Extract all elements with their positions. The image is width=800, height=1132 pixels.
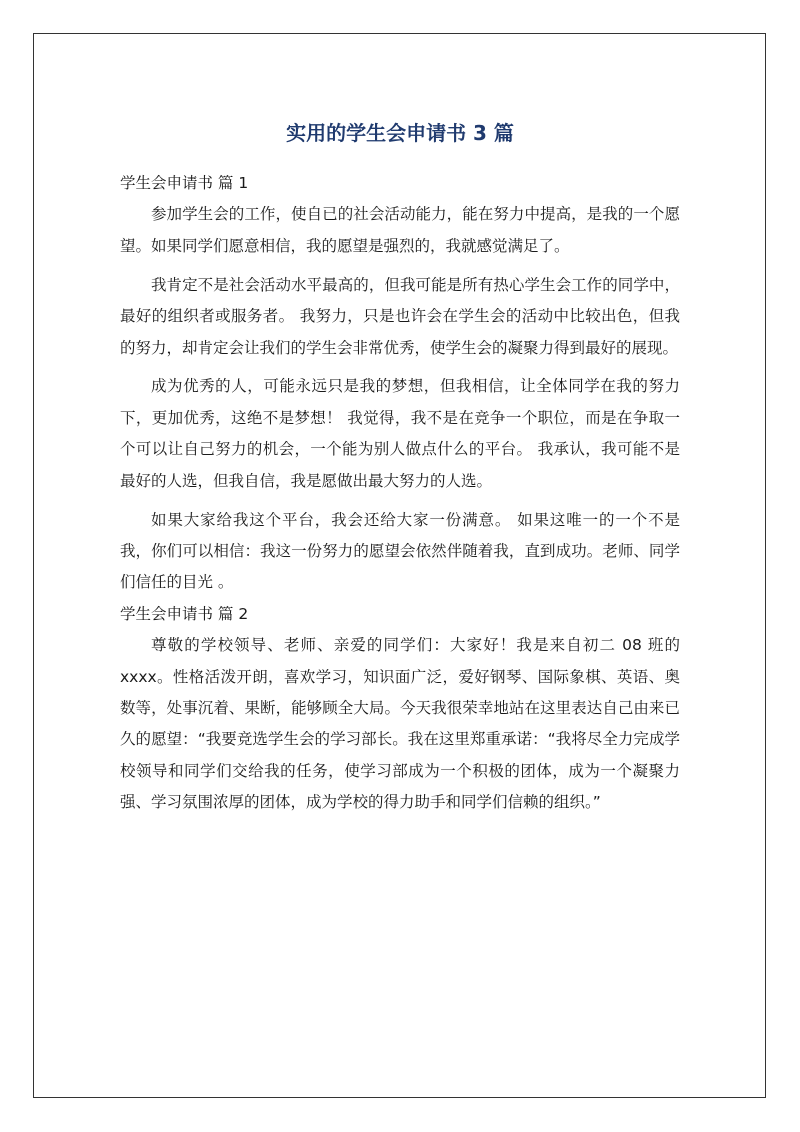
document-body bbox=[120, 168, 680, 819]
paragraph: 成为优秀的人，可能永远只是我的梦想，但我相信，让全体同学在我的努力下，更加优秀，这绝不是梦想！ 我觉得，我不是在竞争一个职位，而是在争取一个可以让自己努力的机会，一个能为别人做点什么的平台。 我承认，我可能不是最好的人选，但我自信，我是愿做出最大努力的人选。 bbox=[120, 377, 680, 490]
paragraph: 尊敬的学校领导、老师、亲爱的同学们：大家好！我是来自初二 08 班的xxxx。性格活泼开朗，喜欢学习，知识面广泛，爱好钢琴、国际象棋、英语、奥数等，处事沉着、果断，能够顾全大局。今天我很荣幸地站在这里表达自己由来已久的愿望：“我要竞选学生会的学习部长。我在这里郑重承诺：“我将尽全力完成学校领导和同学们交给我的任务，使学习部成为一个积极的团体，成为一个凝聚力强、学习氛围浓厚的团体，成为学校的得力助手和同学们信赖的组织。” bbox=[120, 636, 680, 812]
paragraph: 如果大家给我这个平台，我会还给大家一份满意。 如果这唯一的一个不是我，你们可以相信：我这一份努力的愿望会依然伴随着我，直到成功。老师、同学们信任的目光 。 bbox=[120, 510, 680, 592]
paragraph: 我肯定不是社会活动水平最高的，但我可能是所有热心学生会工作的同学中，最好的组织者或服务者。 我努力，只是也许会在学生会的活动中比较出色，但我的努力，却肯定会让我们的学生会非常优秀，使学生会的凝聚力得到最好的展现。 bbox=[120, 275, 680, 357]
section-heading-1: 学生会申请书 篇 1 bbox=[120, 174, 249, 192]
document-title: 实用的学生会申请书 3 篇 bbox=[286, 121, 514, 146]
section-heading-2: 学生会申请书 篇 2 bbox=[120, 604, 249, 623]
paragraph: 参加学生会的工作，使自已的社会活动能力，能在努力中提高，是我的一个愿望。如果同学们愿意相信，我的愿望是强烈的，我就感觉满足了。 bbox=[120, 205, 680, 255]
